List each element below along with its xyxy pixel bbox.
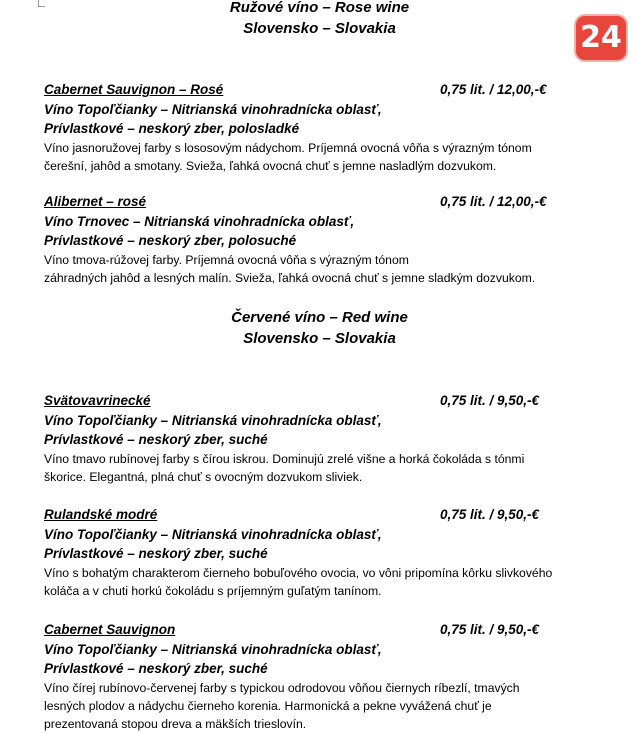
desc-line: koláča a v chuti horkú čokoládu s príjemným guľatým tanínom. [44, 584, 382, 598]
wine-entry [44, 620, 604, 733]
brand-logo: 24 [576, 16, 626, 60]
desc-line: Víno jasnoružovej farby s lososovým nádychom. Príjemná ovocná vôňa s výrazným tónom [44, 141, 532, 155]
wine-price: 0,75 lit. / 9,50,-€ [440, 507, 540, 522]
wine-price: 0,75 lit. / 12,00,-€ [440, 82, 547, 97]
wine-entry [44, 192, 604, 287]
desc-line: Víno tmova-rúžovej farby. Príjemná ovocná vôňa s výrazným tónom [44, 253, 409, 267]
desc-line: Víno tmavo rubínovej farby s čírou iskrou. Dominujú zrelé višne a horká čokoláda s tónmi [44, 452, 525, 466]
wine-description [44, 139, 604, 175]
section-title-red: Červené víno – Red wine [231, 309, 408, 326]
wine-price: 0,75 lit. / 9,50,-€ [440, 393, 540, 408]
wine-description [44, 251, 604, 287]
wine-category: Prívlastkové – neskorý zber, polosuché [44, 233, 297, 248]
wine-price: 0,75 lit. / 12,00,-€ [440, 194, 547, 209]
section-subtitle-red: Slovensko – Slovakia [243, 330, 396, 347]
section-title-rose: Ružové víno – Rose wine [229, 0, 410, 16]
desc-line: Víno čírej rubínovo-červenej farby s typickou odrodovou vôňou čiernych ríbezlí, tmavých [44, 681, 520, 695]
wine-entry [44, 391, 604, 486]
desc-line: škorice. Elegantná, plná chuť s ovocným dozvukom sliviek. [44, 470, 363, 484]
wine-name: Cabernet Sauvignon – Rosé [44, 82, 224, 97]
wine-entry [44, 80, 604, 175]
wine-description [44, 564, 604, 600]
wine-origin: Víno Trnovec – Nitrianská vinohradnícka oblasť, [44, 214, 355, 229]
desc-line: záhradných jahôd a lesných malín. Svieža, ľahká ovocná chuť s jemne sladkým dozvukom. [44, 271, 536, 285]
desc-line: Víno s bohatým charakterom čierneho bobuľového ovocia, vo vôni pripomína kôrku slivkového [44, 566, 553, 580]
wine-category: Prívlastkové – neskorý zber, suché [44, 546, 268, 561]
wine-description [44, 679, 604, 733]
wine-name: Rulandské modré [44, 507, 158, 522]
desc-line: prezentovaná stopou dreva a mäkších trieslovín. [44, 717, 307, 731]
wine-origin: Víno Topoľčianky – Nitrianská vinohradnícka oblasť, [44, 527, 382, 542]
wine-origin: Víno Topoľčianky – Nitrianská vinohradnícka oblasť, [44, 413, 382, 428]
wine-category: Prívlastkové – neskorý zber, suché [44, 432, 268, 447]
wine-price: 0,75 lit. / 9,50,-€ [440, 622, 540, 637]
wine-name: Svätovavrinecké [44, 393, 151, 408]
section-subtitle-rose: Slovensko – Slovakia [243, 20, 396, 37]
desc-line: lesných plodov a nádychu čierneho korenia. Harmonická a pekne vyvážená chuť je [44, 699, 492, 713]
wine-name: Cabernet Sauvignon [44, 622, 176, 637]
wine-description [44, 450, 604, 486]
wine-origin: Víno Topoľčianky – Nitrianská vinohradnícka oblasť, [44, 642, 382, 657]
desc-line: čerešní, jahôd a smotany. Svieža, ľahká ovocná chuť s jemne nasladlým dozvukom. [44, 159, 497, 173]
wine-name: Alibernet – rosé [44, 194, 147, 209]
wine-origin: Víno Topoľčianky – Nitrianská vinohradnícka oblasť, [44, 102, 382, 117]
wine-category: Prívlastkové – neskorý zber, suché [44, 661, 268, 676]
wine-entry [44, 505, 604, 600]
wine-category: Prívlastkové – neskorý zber, polosladké [44, 121, 300, 136]
